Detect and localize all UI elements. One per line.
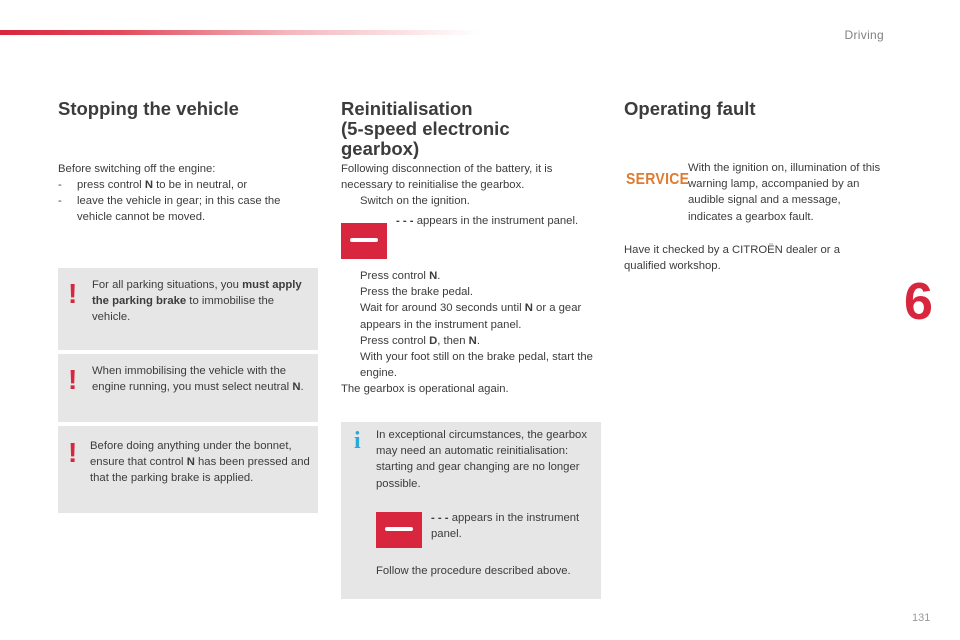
- lamp-description: - - - appears in the instrument panel.: [396, 215, 579, 227]
- gearbox-warning-lamp-icon: [376, 512, 422, 548]
- warning-exclamation-icon: !: [68, 364, 78, 395]
- list-item: With your foot still on the brake pedal, start the engine.: [341, 349, 601, 381]
- list-marker: -: [58, 195, 62, 208]
- arrow-bullet-icon: [341, 284, 360, 300]
- arrow-bullet-icon: [341, 268, 360, 284]
- service-warning-lamp-icon: SERVICE: [626, 168, 690, 188]
- arrow-bullet-icon: [341, 333, 360, 349]
- stopping-title: Stopping the vehicle: [58, 98, 239, 119]
- list-item: [58, 177, 313, 193]
- reinit-title-line: Reinitialisation: [341, 98, 473, 119]
- fault-check: Have it checked by a CITROËN dealer or a qualified workshop.: [624, 244, 840, 273]
- list-item-text: press control: [77, 179, 145, 191]
- arrow-bullet-icon: [341, 300, 360, 332]
- info-icon: i: [354, 428, 361, 454]
- warning-exclamation-icon: !: [68, 437, 78, 468]
- fault-title: Operating fault: [624, 98, 756, 119]
- dashes-symbol: - - -: [431, 512, 449, 524]
- warning-box-parking: [58, 268, 318, 350]
- reinit-title: [341, 99, 510, 159]
- list-item: [58, 193, 313, 225]
- section-title: Driving: [844, 28, 884, 42]
- list-item: Press control N.: [341, 268, 601, 284]
- list-item-bold: N: [144, 179, 153, 191]
- info-box: [341, 422, 601, 599]
- list-item: Press control D, then N.: [341, 333, 601, 349]
- list-marker: -: [58, 179, 62, 191]
- arrow-bullet-icon: [341, 193, 360, 209]
- warning-exclamation-icon: !: [68, 278, 78, 309]
- list-item-text-end: to be in neutral, or: [152, 179, 248, 191]
- warning-box-engine-running: [58, 354, 318, 422]
- reinit-intro: Following disconnection of the battery, it is necessary to reinitialise the gearbox.: [341, 163, 553, 192]
- reinit-steps: [341, 268, 601, 381]
- reinit-switch-step: Switch on the ignition.: [360, 195, 470, 207]
- gearbox-warning-lamp-icon: [341, 223, 387, 259]
- header-color-bar: [0, 30, 480, 35]
- reinit-title-line: gearbox): [341, 138, 420, 159]
- info-follow: Follow the procedure described above.: [376, 565, 571, 577]
- reinit-operational: The gearbox is operational again.: [341, 383, 509, 395]
- warning-text: Before doing anything under the bonnet, ensure that control N has been pressed and that the parking brake is applied.: [90, 440, 310, 485]
- chapter-number: 6: [904, 273, 933, 331]
- list-item-text: leave the vehicle in gear; in this case the vehicle cannot be moved.: [77, 195, 281, 224]
- fault-description: With the ignition on, illumination of this warning lamp, accompanied by an audible signal and a message, indicates a gearbox fault.: [688, 162, 881, 223]
- arrow-bullet-icon: [341, 349, 360, 381]
- stopping-intro: Before switching off the engine:: [58, 163, 216, 175]
- stopping-list: [58, 177, 313, 226]
- reinit-title-line: (5-speed electronic: [341, 118, 510, 139]
- info-text: In exceptional circumstances, the gearbox may need an automatic reinitialisation: starting and gear changing are no longer possible.: [376, 429, 587, 490]
- info-lamp-description: - - - appears in the instrument panel.: [431, 512, 580, 541]
- warning-text: For all parking situations, you must apply the parking brake to immobilise the vehicle.: [92, 279, 302, 324]
- list-item: Press the brake pedal.: [341, 284, 601, 300]
- page-number: 131: [912, 612, 931, 624]
- warning-text: When immobilising the vehicle with the engine running, you must select neutral N.: [92, 365, 304, 394]
- dashes-symbol: - - -: [396, 215, 414, 227]
- list-item: [341, 193, 596, 209]
- warning-box-bonnet: [58, 426, 318, 513]
- list-item: Wait for around 30 seconds until N or a gear appears in the instrument panel.: [341, 300, 601, 332]
